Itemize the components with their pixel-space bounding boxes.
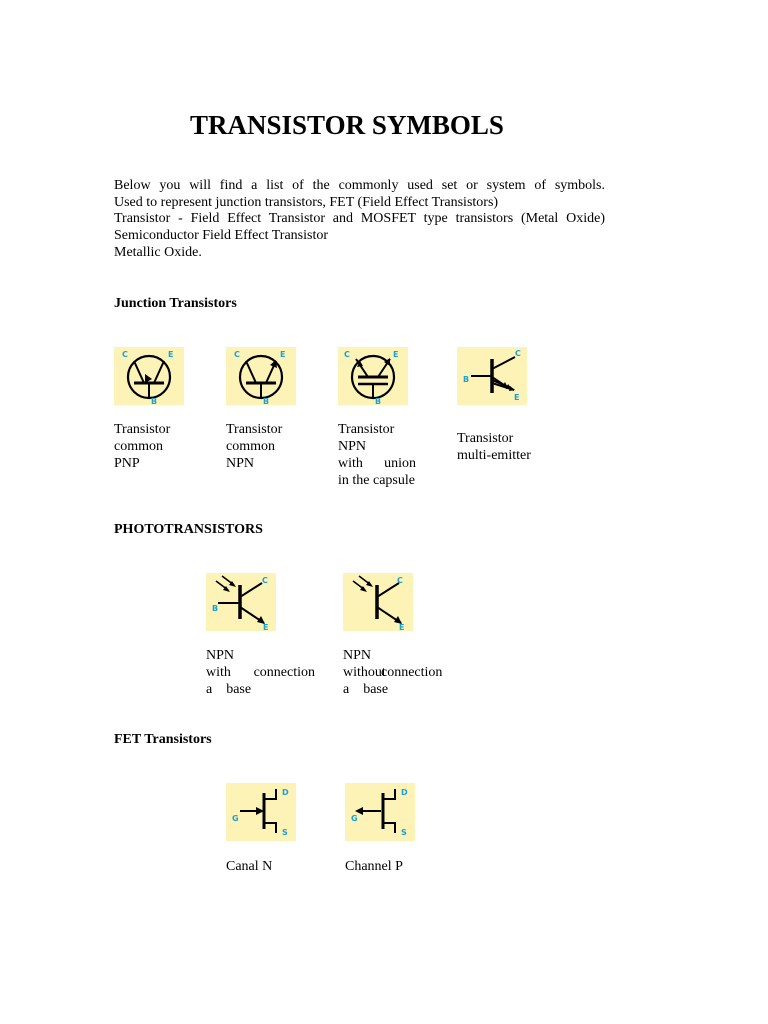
emitter-label: E (168, 350, 174, 359)
intro-line-2: Used to represent junction transistors, FET (Field Effect Transistors) (114, 195, 499, 210)
caption-word: with (338, 456, 363, 471)
caption-word: connection (253, 665, 315, 680)
intro-line-5: Metallic Oxide. (114, 245, 202, 260)
caption-line: NPN (226, 456, 255, 471)
caption-line: NPN (338, 439, 367, 454)
intro-line-1: Below you will find a list of the commonly used set or system of symbols. (114, 178, 605, 193)
multi-emitter-transistor-icon (457, 347, 527, 405)
caption-line: Transistor (457, 431, 514, 446)
emitter-label: E (514, 393, 520, 402)
phototransistor-without-base-caption (343, 647, 453, 698)
caption-word: without (343, 665, 386, 680)
section-heading-junction: Junction Transistors (114, 296, 237, 311)
collector-label: C (344, 350, 350, 359)
caption-line: common (226, 439, 275, 454)
source-label: S (282, 828, 288, 837)
caption-line: multi-emitter (457, 448, 531, 463)
caption-line: NPN (343, 648, 372, 663)
section-heading-phototransistors: PHOTOTRANSISTORS (114, 522, 263, 537)
caption-word: base (363, 682, 389, 697)
caption-line: Transistor (338, 422, 395, 437)
npn-capsule-caption (338, 421, 416, 489)
caption-word: a (206, 682, 213, 697)
caption-line: Transistor (226, 422, 283, 437)
pnp-transistor-icon (114, 347, 184, 405)
fet-p-channel-icon (345, 783, 415, 841)
emitter-label: E (393, 350, 399, 359)
base-label: B (375, 397, 382, 405)
multi-emitter-caption (457, 430, 531, 464)
source-label: S (401, 828, 407, 837)
section-heading-fet: FET Transistors (114, 732, 212, 747)
caption-line (206, 681, 315, 698)
caption-word: a (343, 682, 350, 697)
drain-label: D (282, 788, 289, 797)
caption-line: PNP (114, 456, 140, 471)
emitter-label: E (263, 623, 269, 631)
caption-line: common (114, 439, 163, 454)
caption-line (343, 681, 453, 698)
emitter-label: E (399, 623, 405, 631)
caption-line (206, 664, 315, 681)
pnp-caption (114, 421, 170, 472)
drain-label: D (401, 788, 408, 797)
fet-n-caption: Canal N (226, 859, 273, 874)
collector-label: C (262, 576, 268, 585)
emitter-label: E (280, 350, 286, 359)
gate-label: G (351, 814, 358, 823)
npn-capsule-transistor-icon (338, 347, 408, 405)
caption-word: union (384, 456, 416, 471)
caption-line: Transistor (114, 422, 171, 437)
npn-transistor-icon (226, 347, 296, 405)
phototransistor-with-base-icon (206, 573, 276, 631)
base-label: B (212, 604, 219, 613)
caption-word: connection (381, 665, 443, 680)
intro-line-4: Semiconductor Field Effect Transistor (114, 228, 328, 243)
page-title: TRANSISTOR SYMBOLS (190, 110, 504, 140)
caption-line (343, 664, 453, 681)
fet-n-channel-icon (226, 783, 296, 841)
gate-label: G (232, 814, 239, 823)
base-label: B (151, 397, 158, 405)
base-label: B (463, 375, 470, 384)
caption-line (338, 455, 416, 472)
collector-label: C (122, 350, 128, 359)
fet-p-caption: Channel P (345, 859, 403, 874)
caption-line: in the capsule (338, 473, 415, 488)
base-label: B (263, 397, 270, 405)
phototransistor-with-base-caption (206, 647, 315, 698)
collector-label: C (515, 349, 521, 358)
collector-label: C (397, 576, 403, 585)
phototransistor-without-base-icon (343, 573, 413, 631)
collector-label: C (234, 350, 240, 359)
caption-line: NPN (206, 648, 235, 663)
intro-line-3: Transistor - Field Effect Transistor and MOSFET type transistors (Metal Oxide) (114, 211, 605, 226)
npn-caption (226, 421, 282, 472)
caption-word: base (226, 682, 252, 697)
caption-word: with (206, 665, 231, 680)
